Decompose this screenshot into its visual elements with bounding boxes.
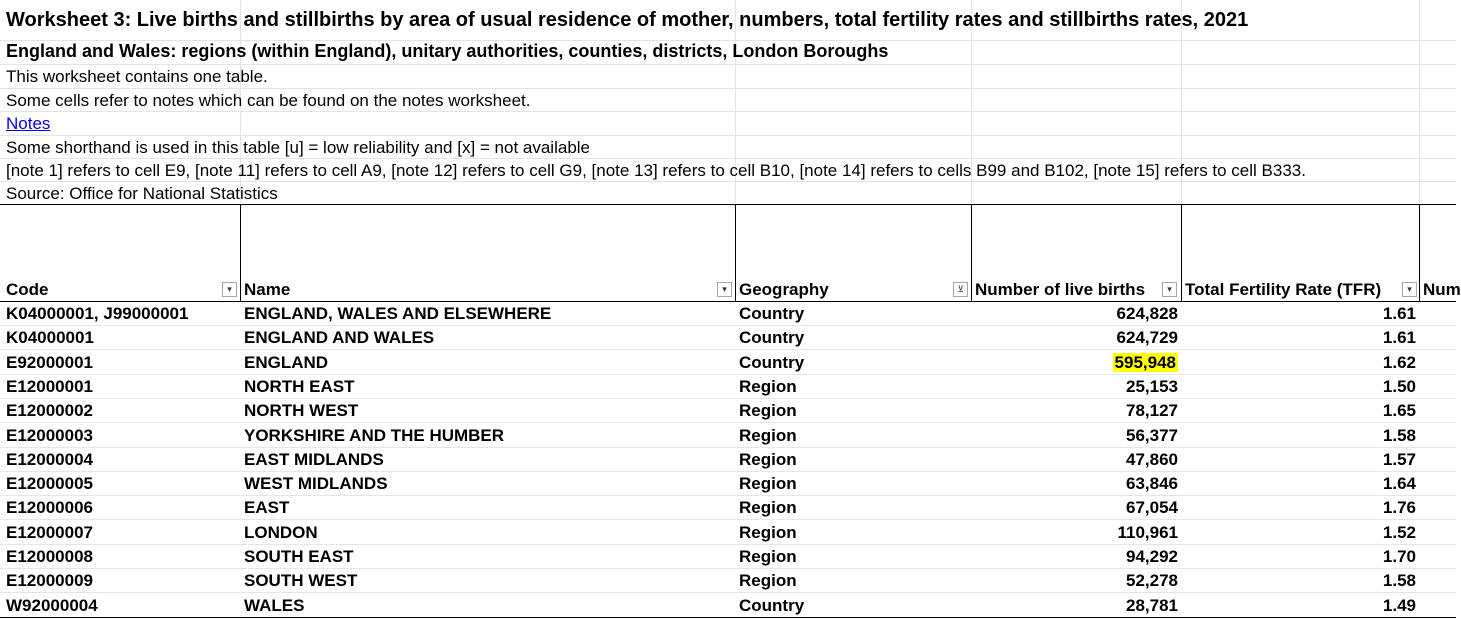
column-header-code[interactable]: Code: [6, 280, 49, 299]
cell-geography[interactable]: [739, 375, 967, 399]
cell-live-births[interactable]: [975, 521, 1178, 545]
cell-geography-value: Region: [739, 474, 797, 494]
cell-live-births-value: 56,377: [1126, 425, 1178, 445]
cell-live-births[interactable]: [975, 569, 1178, 593]
cell-tfr[interactable]: [1185, 569, 1416, 593]
cell-name[interactable]: [244, 594, 732, 618]
cell-name-value: ENGLAND: [244, 352, 329, 372]
chevron-down-icon[interactable]: ▾: [222, 282, 237, 297]
table-row[interactable]: [0, 594, 1456, 618]
cell-tfr-value: 1.76: [1382, 498, 1416, 518]
cell-geography-value: Country: [739, 352, 805, 372]
cell-code[interactable]: [6, 472, 236, 496]
cell-live-births-value: 624,729: [1116, 328, 1178, 348]
cell-code-value: E12000008: [6, 547, 93, 566]
cell-code-value: K04000001: [6, 328, 94, 348]
cell-geography[interactable]: [739, 496, 967, 520]
cell-name-value: EAST: [244, 498, 290, 518]
table-row[interactable]: [0, 545, 1456, 569]
sheet-title: Worksheet 3: Live births and stillbirths by area of usual residence of mother, numbers, total fertility rates and stillbirths rates, 2021: [6, 9, 1249, 31]
cell-name[interactable]: [244, 424, 732, 448]
cell-code-value: E12000001: [6, 376, 93, 396]
cell-code-value: E12000002: [6, 401, 93, 421]
cell-code-value: E12000003: [6, 425, 93, 445]
column-header-name[interactable]: Name: [244, 280, 291, 299]
table-row[interactable]: [0, 302, 1456, 326]
cell-tfr-value: 1.61: [1382, 304, 1416, 323]
cell-name[interactable]: [244, 375, 732, 399]
chevron-down-icon[interactable]: ▾: [717, 282, 732, 297]
cell-tfr-value: 1.70: [1382, 547, 1416, 566]
cell-geography[interactable]: [739, 448, 967, 472]
cell-live-births-value: 595,948: [1114, 352, 1176, 372]
cell-tfr-value: 1.58: [1382, 425, 1416, 445]
cell-name[interactable]: [244, 472, 732, 496]
column-header-tfr[interactable]: Total Fertility Rate (TFR): [1185, 280, 1382, 299]
cell-code[interactable]: [6, 375, 236, 399]
sheet-subtitle: England and Wales: regions (within England), unitary authorities, counties, districts, London Boroughs: [6, 41, 889, 61]
table-row[interactable]: [0, 569, 1456, 593]
info-line: Some shorthand is used in this table [u] = low reliability and [x] = not available: [6, 138, 591, 157]
cell-code[interactable]: [6, 448, 236, 472]
table-row[interactable]: [0, 375, 1456, 399]
cell-name-value: LONDON: [244, 522, 318, 542]
cell-geography-value: Region: [739, 547, 797, 566]
cell-live-births[interactable]: [975, 594, 1178, 618]
cell-tfr-value: 1.62: [1382, 352, 1416, 372]
cell-geography[interactable]: [739, 326, 967, 350]
table-row[interactable]: [0, 326, 1456, 350]
cell-name-value: WALES: [244, 595, 305, 615]
cell-geography[interactable]: [739, 399, 967, 423]
cell-tfr[interactable]: [1185, 302, 1416, 326]
cell-tfr-value: 1.52: [1382, 522, 1416, 542]
cell-live-births[interactable]: [975, 302, 1178, 326]
cell-code[interactable]: [6, 351, 236, 375]
cell-code[interactable]: [6, 545, 236, 569]
info-line: Some cells refer to notes which can be found on the notes worksheet.: [6, 91, 531, 110]
cell-code-value: E12000009: [6, 571, 93, 591]
cell-tfr[interactable]: [1185, 496, 1416, 520]
cell-tfr-value: 1.64: [1382, 474, 1416, 494]
cell-geography-value: Region: [739, 401, 797, 421]
column-header-live-births[interactable]: Number of live births: [975, 280, 1146, 299]
cell-name-value: WEST MIDLANDS: [244, 474, 388, 494]
table-top-rule: [0, 204, 1456, 205]
cell-code-value: E92000001: [6, 352, 93, 372]
cell-code-value: E12000004: [6, 449, 93, 469]
cell-tfr[interactable]: [1185, 375, 1416, 399]
cell-geography-value: Region: [739, 498, 797, 518]
cell-code-value: E12000005: [6, 474, 93, 494]
cell-live-births[interactable]: [975, 496, 1178, 520]
table-row[interactable]: [0, 399, 1456, 423]
cell-name[interactable]: [244, 326, 732, 350]
cell-tfr[interactable]: [1185, 472, 1416, 496]
filter-active-icon[interactable]: ⊻: [953, 282, 968, 297]
cell-geography[interactable]: [739, 594, 967, 618]
table-row[interactable]: [0, 424, 1456, 448]
cell-geography[interactable]: [739, 302, 967, 326]
cell-tfr[interactable]: [1185, 594, 1416, 618]
cell-name-value: ENGLAND AND WALES: [244, 328, 435, 348]
table-row[interactable]: [0, 448, 1456, 472]
info-line: [note 1] refers to cell E9, [note 11] refers to cell A9, [note 12] refers to cell G9, [note 13] refers to cell B10, [note 14] refers to cells B99 and B102, [note 15] refers to cell B333.: [6, 161, 1306, 180]
table-row[interactable]: [0, 496, 1456, 520]
column-separator: [1419, 204, 1420, 301]
cell-code[interactable]: [6, 326, 236, 350]
cell-code-value: K04000001, J99000001: [6, 304, 189, 323]
cell-tfr-value: 1.61: [1382, 328, 1416, 348]
cell-live-births-value: 28,781: [1126, 595, 1178, 615]
info-line: This worksheet contains one table.: [6, 67, 268, 86]
cell-live-births-value: 25,153: [1126, 376, 1178, 396]
cell-tfr[interactable]: [1185, 424, 1416, 448]
cell-geography[interactable]: [739, 351, 967, 375]
cell-name[interactable]: [244, 351, 732, 375]
cell-code[interactable]: [6, 424, 236, 448]
cell-code[interactable]: [6, 569, 236, 593]
cell-live-births-value: 52,278: [1126, 571, 1178, 591]
gridline: [1419, 0, 1420, 204]
cell-name-value: SOUTH WEST: [244, 571, 358, 591]
cell-geography-value: Country: [739, 328, 805, 348]
cell-tfr-value: 1.58: [1382, 571, 1416, 591]
cell-live-births-value: 47,860: [1126, 449, 1178, 469]
cell-geography-value: Country: [739, 304, 805, 323]
cell-name-value: NORTH WEST: [244, 401, 359, 421]
cell-code-value: E12000006: [6, 498, 93, 518]
cell-tfr[interactable]: [1185, 521, 1416, 545]
cell-live-births-value: 63,846: [1126, 474, 1178, 494]
cell-geography-value: Region: [739, 376, 797, 396]
chevron-down-icon[interactable]: ▾: [1162, 282, 1177, 297]
cell-name-value: NORTH EAST: [244, 376, 355, 396]
cell-geography[interactable]: [739, 569, 967, 593]
cell-tfr[interactable]: [1185, 326, 1416, 350]
cell-tfr-value: 1.65: [1382, 401, 1416, 421]
cell-name[interactable]: [244, 302, 732, 326]
cell-live-births[interactable]: [975, 545, 1178, 569]
cell-live-births[interactable]: [975, 351, 1178, 375]
cell-code-value: W92000004: [6, 595, 98, 615]
cell-code[interactable]: [6, 302, 236, 326]
cell-live-births[interactable]: [975, 326, 1178, 350]
cell-code[interactable]: [6, 594, 236, 618]
cell-geography-value: Region: [739, 522, 797, 542]
column-header-num[interactable]: Num: [1423, 280, 1461, 299]
cell-geography[interactable]: [739, 472, 967, 496]
cell-live-births[interactable]: [975, 375, 1178, 399]
cell-tfr-value: 1.50: [1382, 376, 1416, 396]
table-row[interactable]: [0, 521, 1456, 545]
chevron-down-icon[interactable]: ▾: [1402, 282, 1417, 297]
cell-code[interactable]: [6, 521, 236, 545]
cell-live-births[interactable]: [975, 424, 1178, 448]
cell-code[interactable]: [6, 496, 236, 520]
cell-tfr[interactable]: [1185, 399, 1416, 423]
cell-name[interactable]: [244, 569, 732, 593]
cell-code[interactable]: [6, 399, 236, 423]
source-line: Source: Office for National Statistics: [6, 184, 278, 203]
cell-geography[interactable]: [739, 545, 967, 569]
column-separator: [971, 204, 972, 301]
column-separator: [735, 204, 736, 301]
cell-geography[interactable]: [739, 424, 967, 448]
cell-tfr[interactable]: [1185, 448, 1416, 472]
cell-name[interactable]: [244, 545, 732, 569]
cell-code-value: E12000007: [6, 522, 93, 542]
cell-name-value: YORKSHIRE AND THE HUMBER: [244, 425, 505, 445]
cell-name-value: SOUTH EAST: [244, 547, 354, 566]
cell-live-births-value: 78,127: [1126, 401, 1178, 421]
cell-geography-value: Region: [739, 571, 797, 591]
column-separator: [240, 204, 241, 301]
cell-name[interactable]: [244, 521, 732, 545]
cell-live-births[interactable]: [975, 448, 1178, 472]
cell-live-births-value: 110,961: [1117, 522, 1178, 542]
cell-live-births[interactable]: [975, 472, 1178, 496]
notes-link[interactable]: Notes: [6, 114, 51, 133]
cell-live-births-value: 67,054: [1126, 498, 1178, 518]
table-row[interactable]: [0, 351, 1456, 375]
cell-geography[interactable]: [739, 521, 967, 545]
cell-tfr[interactable]: [1185, 351, 1416, 375]
cell-live-births-value: 94,292: [1126, 547, 1178, 566]
cell-name[interactable]: [244, 448, 732, 472]
cell-geography-value: Country: [739, 595, 805, 615]
cell-name[interactable]: [244, 399, 732, 423]
table-row[interactable]: [0, 472, 1456, 496]
cell-name-value: ENGLAND, WALES AND ELSEWHERE: [244, 304, 552, 323]
cell-tfr-value: 1.49: [1382, 595, 1416, 615]
cell-live-births-value: 624,828: [1116, 304, 1178, 323]
column-separator: [1181, 204, 1182, 301]
cell-name-value: EAST MIDLANDS: [244, 449, 384, 469]
column-header-geography[interactable]: Geography: [739, 280, 829, 299]
cell-live-births[interactable]: [975, 399, 1178, 423]
table-bottom-rule: [0, 617, 1456, 618]
cell-tfr[interactable]: [1185, 545, 1416, 569]
cell-geography-value: Region: [739, 425, 797, 445]
cell-geography-value: Region: [739, 449, 797, 469]
cell-tfr-value: 1.57: [1382, 449, 1416, 469]
cell-name[interactable]: [244, 496, 732, 520]
